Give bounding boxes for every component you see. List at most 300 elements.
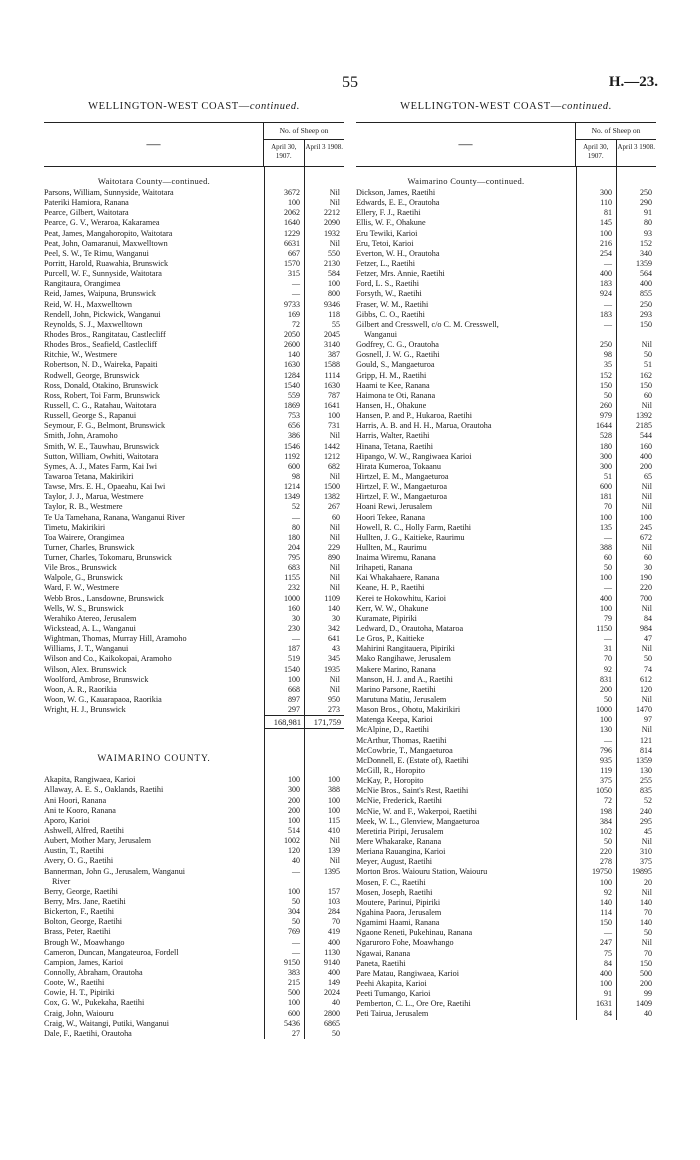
table-row xyxy=(44,938,344,948)
table-row xyxy=(44,350,344,360)
table-row xyxy=(44,968,344,978)
owner-name: Ward, F. W., Westmere xyxy=(44,583,119,593)
sheep-1908: 855 xyxy=(640,289,652,299)
sheep-1907: 200 xyxy=(288,795,300,805)
sheep-1908: 1392 xyxy=(636,411,652,421)
sheep-1907: 200 xyxy=(600,684,612,694)
sheep-1907: 935 xyxy=(600,755,612,765)
table-row xyxy=(356,766,656,776)
sheep-1907: 51 xyxy=(604,471,612,481)
sheep-1908: 500 xyxy=(640,968,652,978)
table-row xyxy=(44,492,344,502)
sheep-1908: Nil xyxy=(641,725,652,735)
table-row xyxy=(44,421,344,431)
table-row xyxy=(44,300,344,310)
sheep-1907: 1570 xyxy=(284,258,300,268)
header-dash: — xyxy=(146,136,161,152)
sheep-1908: 84 xyxy=(644,613,652,623)
sheep-1908: 345 xyxy=(328,654,340,664)
sheep-1907: 110 xyxy=(600,198,612,208)
owner-name: Hirtzel, E. M., Mangaeturoa xyxy=(356,471,449,481)
sheep-1908: 245 xyxy=(640,522,652,532)
sheep-1908: Nil xyxy=(329,674,340,684)
sheep-1907: 98 xyxy=(292,471,300,481)
owner-name: Tawaroa Tetana, Makirikiri xyxy=(44,471,134,481)
owner-name: Rodwell, George, Brunswick xyxy=(44,370,140,380)
sheep-1907: 183 xyxy=(600,279,612,289)
table-row xyxy=(356,553,656,563)
sheep-1907: 135 xyxy=(600,522,612,532)
table-row xyxy=(356,746,656,756)
table-row xyxy=(44,259,344,269)
owner-name: Hirata Kumeroa, Tokaanu xyxy=(356,461,441,471)
owner-name: Hirtzel, F. W., Mangaeturoa xyxy=(356,482,447,492)
table-row xyxy=(356,431,656,441)
table-row xyxy=(356,300,656,310)
owner-name: Rendell, John, Pickwick, Wanganui xyxy=(44,309,161,319)
table-row xyxy=(356,188,656,198)
sheep-1907: 130 xyxy=(600,725,612,735)
sheep-1908: 103 xyxy=(328,897,340,906)
sheep-1908: 1359 xyxy=(636,258,652,268)
sheep-1907: 3672 xyxy=(284,188,300,197)
sheep-1908: 30 xyxy=(644,563,652,573)
table-row xyxy=(44,239,344,249)
table-row xyxy=(356,675,656,685)
sheep-1908: 91 xyxy=(644,208,652,218)
sheep-1908: 9140 xyxy=(324,957,340,967)
table-row xyxy=(356,523,656,533)
sheep-1908: 100 xyxy=(328,279,340,289)
table-row xyxy=(356,786,656,796)
sheep-1908: 150 xyxy=(640,380,652,390)
table-row xyxy=(356,502,656,512)
table-row xyxy=(356,979,656,989)
owner-name: Timetu, Makirikiri xyxy=(44,522,106,532)
document-reference: H.—23. xyxy=(608,74,658,90)
table-row xyxy=(356,725,656,735)
sheep-1907: 600 xyxy=(288,1008,300,1018)
table-row xyxy=(44,846,344,856)
sheep-1908: 47 xyxy=(644,634,652,644)
sheep-1907: 204 xyxy=(288,542,300,552)
owner-name: Ford, L. S., Raetihi xyxy=(356,279,419,289)
owner-name: Connolly, Abraham, Orautoha xyxy=(44,967,143,977)
owner-name: Kuramate, Pipiriki xyxy=(356,613,417,623)
sheep-1907: 183 xyxy=(600,309,612,319)
sheep-1908: 835 xyxy=(640,786,652,796)
table-row xyxy=(44,826,344,836)
table-row xyxy=(44,816,344,826)
sheep-1907: 60 xyxy=(604,553,612,563)
table-row xyxy=(44,391,344,401)
column-title xyxy=(44,98,344,116)
sheep-1907: 254 xyxy=(600,248,612,258)
owner-name: Smith, John, Aramoho xyxy=(44,431,118,441)
table-row xyxy=(356,371,656,381)
sheep-1908: 1395 xyxy=(324,866,340,876)
owner-name: Rangitaura, Orangimea xyxy=(44,279,121,289)
sheep-1907: 753 xyxy=(288,411,300,421)
sheep-1907: 528 xyxy=(600,431,612,441)
table-row xyxy=(356,776,656,786)
sheep-1907: 384 xyxy=(600,816,612,826)
sheep-1907: 152 xyxy=(600,370,612,380)
sheep-1907: 230 xyxy=(288,624,300,634)
sheep-1908: 550 xyxy=(328,248,340,258)
sheep-1908: 190 xyxy=(640,573,652,583)
sheep-1907: 50 xyxy=(604,695,612,705)
owner-name: Porritt, Harold, Ruawahia, Brunswick xyxy=(44,258,169,268)
header-sheep-label: No. of Sheep on xyxy=(264,123,344,140)
owner-name: Meek, W. L., Glenview, Mangaeturoa xyxy=(356,816,480,826)
sheep-1907: 600 xyxy=(600,482,612,492)
sheep-1907: 100 xyxy=(600,228,612,238)
owner-name: McAlpine, D., Raetihi xyxy=(356,725,429,735)
sheep-1907: 120 xyxy=(288,846,300,856)
sheep-1908: 118 xyxy=(328,309,340,319)
sheep-1907: 1155 xyxy=(284,573,300,583)
table-row xyxy=(356,949,656,959)
sheep-1908: 140 xyxy=(328,603,340,613)
owner-name: Ngamimi Haami, Ranana xyxy=(356,918,440,928)
sheep-1907: 100 xyxy=(600,978,612,988)
table-row xyxy=(44,614,344,624)
table-row xyxy=(356,229,656,239)
sheep-1907 xyxy=(578,330,617,340)
owner-name: Meriana Rauangina, Karioi xyxy=(356,847,446,857)
owner-name: Bolton, George, Raetihi xyxy=(44,917,123,927)
owner-name: Austin, T., Raetihi xyxy=(44,846,104,856)
total-1907: 168,981 xyxy=(264,715,304,729)
section-heading: WAIMARINO COUNTY. xyxy=(97,754,211,765)
owner-name: Eru Tewiki, Karioi xyxy=(356,228,418,238)
owner-name: Mako Rangihawe, Jerusalem xyxy=(356,654,451,664)
owner-name: Peat, James, Mangahoropito, Waitotara xyxy=(44,228,173,238)
table-row xyxy=(356,482,656,492)
sheep-1907: 84 xyxy=(604,958,612,968)
owner-name: Ani te Kooro, Ranana xyxy=(44,805,116,815)
sheep-1908: 2090 xyxy=(324,218,340,228)
sheep-1907: 100 xyxy=(288,815,300,825)
sheep-1907: 215 xyxy=(288,978,300,988)
owner-name: Reid, James, Waipuna, Brunswick xyxy=(44,289,156,299)
sheep-1908: Nil xyxy=(329,188,340,197)
table-row xyxy=(356,198,656,208)
left-column xyxy=(44,98,344,1039)
sheep-1908: 9346 xyxy=(324,299,340,309)
table-row xyxy=(356,614,656,624)
sheep-1907: 1214 xyxy=(284,482,300,492)
sheep-1908: 682 xyxy=(328,461,340,471)
sheep-1907: — xyxy=(604,583,612,593)
sheep-1907: 304 xyxy=(288,907,300,917)
section-heading: Waitotara County—continued. xyxy=(97,176,211,186)
owner-name: Dale, F., Raetihi, Orautoha xyxy=(44,1028,132,1038)
sheep-1907: 180 xyxy=(288,532,300,542)
table-row xyxy=(44,462,344,472)
owner-name: Bannerman, John G., Jerusalem, Wanganui xyxy=(44,866,186,876)
table-row xyxy=(44,1009,344,1019)
sheep-1908: 130 xyxy=(640,766,652,776)
table-row xyxy=(356,888,656,898)
sheep-1908 xyxy=(305,877,344,887)
owner-name: Taylor, J. J., Marua, Westmere xyxy=(44,492,144,502)
sheep-1907: 30 xyxy=(292,613,300,623)
table-row xyxy=(356,918,656,928)
owner-name: Ellery, F. J., Raetihi xyxy=(356,208,421,218)
sheep-1907: 400 xyxy=(600,593,612,603)
table-row xyxy=(356,350,656,360)
sheep-1908: 544 xyxy=(640,431,652,441)
sheep-1907: 100 xyxy=(288,886,300,896)
sheep-1908: Nil xyxy=(641,644,652,654)
owner-name: Wells, W. S., Brunswick xyxy=(44,603,124,613)
sheep-1907: 27 xyxy=(292,1028,300,1038)
owner-name: River xyxy=(52,876,71,886)
table-row xyxy=(356,898,656,908)
table-row xyxy=(356,320,656,330)
sheep-1908: 6865 xyxy=(324,1018,340,1028)
table-body-right xyxy=(356,167,656,1020)
owner-name: Craig, John, Waiouru xyxy=(44,1008,114,1018)
table-row xyxy=(356,340,656,350)
table-row xyxy=(44,604,344,614)
table-row xyxy=(356,969,656,979)
owner-name: Brass, Peter, Raetihi xyxy=(44,927,111,937)
owner-name: Forsyth, W., Raetihi xyxy=(356,289,422,299)
sheep-1907: 52 xyxy=(292,502,300,512)
sheep-1908: 2185 xyxy=(636,421,652,431)
sheep-1908: 2800 xyxy=(324,1008,340,1018)
sheep-1907: 559 xyxy=(288,390,300,400)
sheep-1908: 1641 xyxy=(324,400,340,410)
row-list xyxy=(44,188,344,715)
sheep-1908: 30 xyxy=(332,613,340,623)
sheep-1908: 340 xyxy=(640,248,652,258)
sheep-1908: 410 xyxy=(328,826,340,836)
owner-name: Gripp, H. M., Raetihi xyxy=(356,370,427,380)
table-row xyxy=(44,533,344,543)
owner-name: McDonnell, E. (Estate of), Raetihi xyxy=(356,755,469,765)
sheep-1908: 1470 xyxy=(636,705,652,715)
table-row xyxy=(44,188,344,198)
owner-name: Ellis, W. F., Ohakune xyxy=(356,218,426,228)
sheep-1908: 2045 xyxy=(324,329,340,339)
owner-name: Makere Marino, Ranana xyxy=(356,664,436,674)
sheep-1908: 310 xyxy=(640,847,652,857)
table-row xyxy=(356,259,656,269)
sheep-1908: 97 xyxy=(644,715,652,725)
sheep-1908: 1932 xyxy=(324,228,340,238)
sheep-1908: 267 xyxy=(328,502,340,512)
sheep-1907: 1630 xyxy=(284,360,300,370)
sheep-1908: 220 xyxy=(640,583,652,593)
owner-name: Le Gros, P., Kaitieke xyxy=(356,634,425,644)
table-row xyxy=(44,411,344,421)
owner-name: Wilson, Alex. Brunswick xyxy=(44,664,127,674)
sheep-1907: 2600 xyxy=(284,340,300,350)
table-row xyxy=(356,289,656,299)
table-row xyxy=(44,634,344,644)
sheep-1908: 1382 xyxy=(324,492,340,502)
sheep-1907: 260 xyxy=(600,400,612,410)
table-row xyxy=(44,563,344,573)
sheep-1907: 50 xyxy=(292,917,300,927)
sheep-1907: 278 xyxy=(600,857,612,867)
table-row xyxy=(356,462,656,472)
owner-name: Pemberton, C. L., Ore Ore, Raetihi xyxy=(356,999,471,1009)
sheep-1907: 80 xyxy=(292,522,300,532)
sheep-1907: — xyxy=(292,866,300,876)
header-date-1907: April 30, 1907. xyxy=(583,143,609,160)
table-row xyxy=(356,878,656,888)
sheep-1908: 43 xyxy=(332,644,340,654)
owner-name: Craig, W., Waitangi, Putiki, Wanganui xyxy=(44,1018,170,1028)
table-row xyxy=(356,685,656,695)
table-row xyxy=(44,836,344,846)
sheep-1907: 1000 xyxy=(284,593,300,603)
total-1908: 171,759 xyxy=(304,715,344,729)
table-row xyxy=(44,1029,344,1039)
sheep-1907: — xyxy=(604,928,612,938)
owner-name: Godfrey, C. G., Orautoha xyxy=(356,340,439,350)
sheep-1907: 9150 xyxy=(284,957,300,967)
sheep-1907: 91 xyxy=(604,989,612,999)
table-row xyxy=(356,1009,656,1019)
owner-name: Peat, John, Oamaranui, Maxwelltown xyxy=(44,238,168,248)
sheep-1908: 564 xyxy=(640,269,652,279)
sheep-1907: 668 xyxy=(288,684,300,694)
sheep-1907: 1540 xyxy=(284,380,300,390)
owner-name: Gould, S., Mangaeturoa xyxy=(356,360,435,370)
owner-name: Haami te Kee, Ranana xyxy=(356,380,430,390)
owner-name: Te Ua Tamehana, Ranana, Wanganui River xyxy=(44,512,185,522)
table-row xyxy=(356,634,656,644)
table-row xyxy=(356,239,656,249)
sheep-1908: 700 xyxy=(640,593,652,603)
table-row xyxy=(356,421,656,431)
sheep-1907: 519 xyxy=(288,654,300,664)
owner-name: Sutton, William, Owhiti, Waitotara xyxy=(44,451,159,461)
table-row xyxy=(44,887,344,897)
sheep-1908: 140 xyxy=(640,897,652,907)
table-row xyxy=(44,1019,344,1029)
owner-name: Purcell, W. F., Sunnyside, Waitotara xyxy=(44,269,162,279)
sheep-1907: 160 xyxy=(288,603,300,613)
sheep-1908: 293 xyxy=(640,309,652,319)
table-row xyxy=(356,452,656,462)
sheep-1907: 1000 xyxy=(596,705,612,715)
sheep-1907: 383 xyxy=(288,967,300,977)
sheep-1908: 400 xyxy=(640,279,652,289)
table-row xyxy=(356,817,656,827)
sheep-1907: 50 xyxy=(604,390,612,400)
table-row xyxy=(356,796,656,806)
table-row xyxy=(356,654,656,664)
sheep-1908: 984 xyxy=(640,624,652,634)
sheep-1907: 300 xyxy=(600,451,612,461)
sheep-1908: 60 xyxy=(644,553,652,563)
table-row xyxy=(44,198,344,208)
sheep-1907: — xyxy=(292,947,300,957)
sheep-1908: 1500 xyxy=(324,482,340,492)
sheep-1908: Nil xyxy=(329,471,340,481)
sheep-1908: 1442 xyxy=(324,441,340,451)
owner-name: Cameron, Duncan, Mangateuroa, Fordell xyxy=(44,947,179,957)
table-row xyxy=(356,442,656,452)
owner-name: McNie Bros., Saint's Rest, Raetihi xyxy=(356,786,469,796)
column-title xyxy=(356,98,656,116)
table-row xyxy=(356,583,656,593)
owner-name: Taylor, R. B., Westmere xyxy=(44,502,123,512)
owner-name: Ngahina Paora, Jerusalem xyxy=(356,907,442,917)
sheep-1908: 612 xyxy=(640,674,652,684)
table-row xyxy=(44,644,344,654)
sheep-1908: 950 xyxy=(328,695,340,705)
sheep-1907: 600 xyxy=(288,461,300,471)
table-row xyxy=(44,654,344,664)
sheep-1908: 162 xyxy=(640,370,652,380)
owner-name: Fetzer, L., Raetihi xyxy=(356,258,416,268)
owner-name: Cowie, H. T., Pipiriki xyxy=(44,988,115,998)
sheep-1908: 1212 xyxy=(324,451,340,461)
section-heading: Waimarino County—continued. xyxy=(407,176,525,186)
sheep-1908: 50 xyxy=(332,1028,340,1038)
owner-name: Hoani Rewi, Jerusalem xyxy=(356,502,433,512)
table-row xyxy=(356,249,656,259)
owner-name: Hullten, M., Raurimu xyxy=(356,542,427,552)
owner-name: Matenga Keepa, Karioi xyxy=(356,715,433,725)
sheep-1907: — xyxy=(292,279,300,289)
table-row xyxy=(356,604,656,614)
table-row xyxy=(356,837,656,847)
sheep-1908: 93 xyxy=(644,228,652,238)
sheep-1907: 1640 xyxy=(284,218,300,228)
sheep-1907: 247 xyxy=(600,938,612,948)
sheep-1907: 150 xyxy=(600,918,612,928)
sheep-1907: 198 xyxy=(600,806,612,816)
table-row xyxy=(44,867,344,877)
sheep-1908: 255 xyxy=(640,776,652,786)
table-row xyxy=(44,431,344,441)
sheep-1908: Nil xyxy=(329,532,340,542)
sheep-1908: 200 xyxy=(640,978,652,988)
table-row xyxy=(356,543,656,553)
page-number: 55 xyxy=(342,74,358,91)
sheep-1907: — xyxy=(604,735,612,745)
sheep-1907: 1192 xyxy=(284,451,300,461)
owner-name: Hoori Tekee, Ranana xyxy=(356,512,426,522)
sheep-1907: 19750 xyxy=(592,867,612,877)
table-row xyxy=(356,310,656,320)
header-date-1907: April 30, 1907. xyxy=(271,143,297,160)
owner-name: Fetzer, Mrs. Annie, Raetihi xyxy=(356,269,445,279)
table-row xyxy=(44,543,344,553)
owner-name: Harris, Walter, Raetihi xyxy=(356,431,430,441)
sheep-1907 xyxy=(266,877,305,887)
sheep-1908: 250 xyxy=(640,188,652,197)
sheep-1907: 1644 xyxy=(596,421,612,431)
sheep-1908: Nil xyxy=(641,603,652,613)
sheep-1908: Nil xyxy=(641,502,652,512)
sheep-1907: 31 xyxy=(604,644,612,654)
owner-name: Bickerton, F., Raetihi xyxy=(44,907,115,917)
sheep-1908: Nil xyxy=(641,340,652,350)
table-row xyxy=(356,594,656,604)
sheep-1908: 50 xyxy=(644,928,652,938)
owner-name: Meyer, August, Raetihi xyxy=(356,857,433,867)
